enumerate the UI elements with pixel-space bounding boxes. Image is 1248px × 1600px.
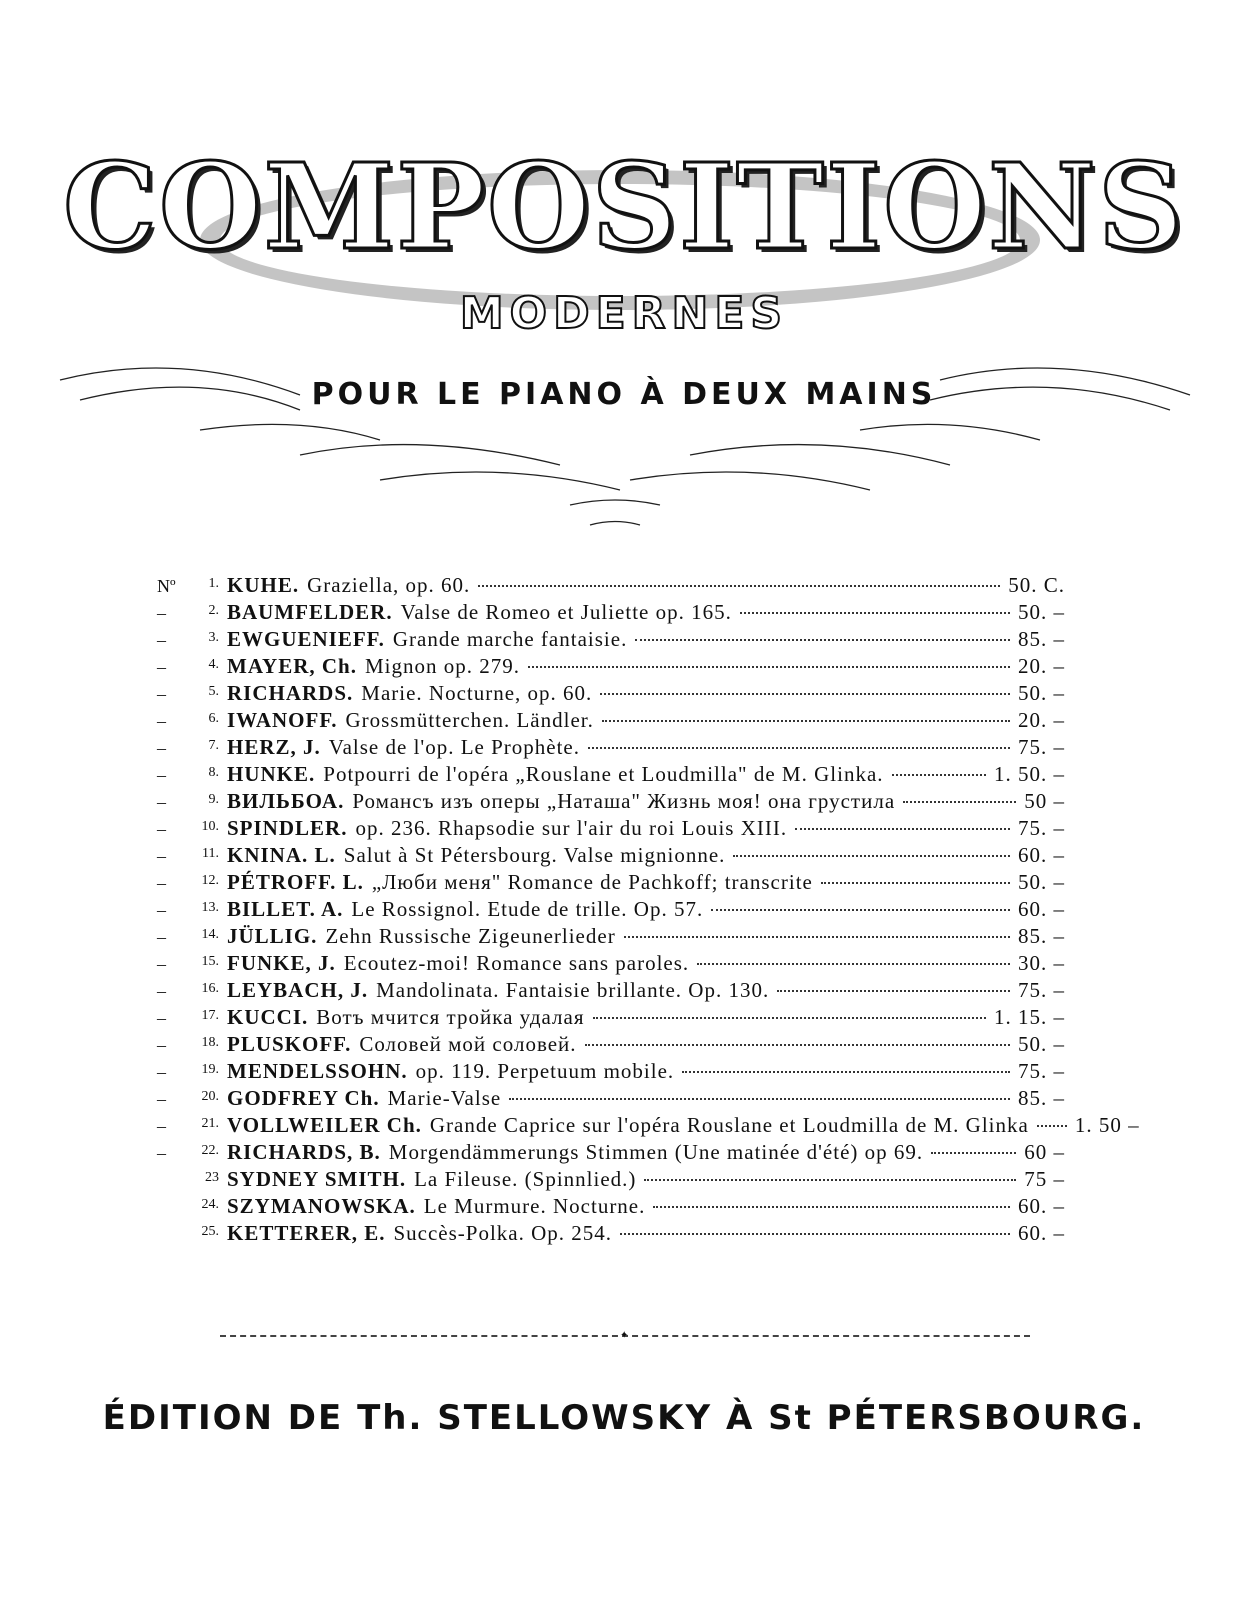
entry-composer: LEYBACH, J. [227,978,369,1002]
entry-composer: BAUMFELDER. [227,600,393,624]
leader-dots [795,828,1010,830]
entry-price: 50. C. [1008,573,1065,597]
entry-index: 23 [205,1170,219,1185]
entry-number [157,1062,227,1083]
leader-dots [644,1179,1016,1181]
entry-title: Grande Caprice sur l'opéra Rouslane et Loudmilla de M. Glinka [429,1113,1029,1137]
entry-index: 13. [201,900,219,915]
entry-number [157,1170,227,1186]
entry-prefix: – [157,711,166,731]
catalogue-row [157,816,1065,843]
catalogue-row [157,978,1065,1005]
entry-index: 25. [201,1224,219,1239]
entry-composer: KNINA. L. [227,843,336,867]
leader-dots [528,666,1010,668]
leader-dots [697,963,1010,965]
entry-number [157,738,227,759]
catalogue-row [157,654,1065,681]
catalogue-row [157,735,1065,762]
entry-index: 5. [208,684,219,699]
entry-price: 75. – [1018,978,1065,1002]
subtitle: MODERNES [459,288,789,339]
entry-prefix: Nº [157,576,176,596]
entry-title: Morgendämmerungs Stimmen (Une matinée d'été) op 69. [388,1140,924,1164]
catalogue-row [157,1221,1065,1248]
leader-dots [733,855,1010,857]
entry-title: Соловей мой соловей. [359,1032,577,1056]
entry-number [157,846,227,867]
tagline: POUR LE PIANO À DEUX MAINS [311,377,937,412]
catalogue-row [157,1032,1065,1059]
entry-prefix: – [157,1143,166,1163]
publisher-line: ÉDITION DE Th. STELLOWSKY À St PÉTERSBOURG. [102,1398,1146,1438]
leader-dots [1037,1125,1067,1127]
entry-title: Potpourri de l'opéra „Rouslane et Loudmilla" de M. Glinka. [323,762,884,786]
catalogue-row [157,924,1065,951]
leader-dots [588,747,1010,749]
entry-composer: EWGUENIEFF. [227,627,385,651]
entry-number [157,1224,227,1240]
entry-number [157,927,227,948]
entry-prefix: – [157,927,166,947]
entry-price: 75. – [1018,1059,1065,1083]
entry-number [157,900,227,921]
entry-index: 14. [201,927,219,942]
entry-price: 1. 50. – [994,762,1065,786]
entry-title: „Люби меня" Romance de Pachkoff; transcrite [371,870,813,894]
entry-number [157,981,227,1002]
leader-dots [740,612,1010,614]
entry-title: Le Murmure. Nocturne. [423,1194,646,1218]
entry-number [157,711,227,732]
catalogue-row [157,1167,1065,1194]
catalogue-row [157,627,1065,654]
entry-index: 7. [208,738,219,753]
entry-title: Ecoutez-moi! Romance sans paroles. [343,951,690,975]
entry-title: Grande marche fantaisie. [392,627,628,651]
entry-prefix: – [157,819,166,839]
leader-dots [600,693,1010,695]
entry-index: 9. [208,792,219,807]
entry-title: Valse de l'op. Le Prophète. [328,735,580,759]
entry-prefix: – [157,1035,166,1055]
entry-number [157,1089,227,1110]
catalogue-row [157,897,1065,924]
entry-price: 75 – [1024,1167,1065,1191]
leader-dots [620,1233,1010,1235]
catalogue-row [157,1113,1140,1140]
entry-title: Le Rossignol. Etude de trille. Op. 57. [351,897,704,921]
entry-composer: HUNKE. [227,762,316,786]
entry-composer: IWANOFF. [227,708,338,732]
entry-composer: RICHARDS. [227,681,354,705]
catalogue-row [157,681,1065,708]
entry-composer: BILLET. A. [227,897,344,921]
entry-price: 85. – [1018,924,1065,948]
entry-title: op. 236. Rhapsodie sur l'air du roi Louis XIII. [355,816,788,840]
entry-composer: MENDELSSOHN. [227,1059,408,1083]
entry-price: 60. – [1018,1221,1065,1245]
entry-title: Marie-Valse [387,1086,502,1110]
entry-price: 1. 15. – [994,1005,1065,1029]
entry-index: 2. [208,603,219,618]
title-ornament [0,0,1248,570]
entry-prefix: – [157,954,166,974]
leader-dots [821,882,1010,884]
entry-composer: MAYER, Ch. [227,654,357,678]
entry-price: 20. – [1018,654,1065,678]
entry-index: 8. [208,765,219,780]
entry-title: Mandolinata. Fantaisie brillante. Op. 130. [376,978,770,1002]
leader-dots [478,585,1000,587]
entry-composer: SPINDLER. [227,816,348,840]
catalogue-row [157,600,1065,627]
entry-number [157,819,227,840]
entry-number [157,1143,227,1164]
entry-price: 50. – [1018,600,1065,624]
entry-index: 12. [201,873,219,888]
entry-prefix: – [157,684,166,704]
entry-composer: SYDNEY SMITH. [227,1167,407,1191]
entry-prefix: – [157,873,166,893]
entry-price: 1. 50 – [1074,1113,1140,1137]
catalogue-row [157,789,1065,816]
leader-dots [653,1206,1010,1208]
leader-dots [777,990,1010,992]
entry-price: 60 – [1024,1140,1065,1164]
entry-price: 85. – [1018,1086,1065,1110]
entry-prefix: – [157,846,166,866]
entry-title: Zehn Russische Zigeunerlieder [325,924,616,948]
entry-number [157,954,227,975]
entry-number [157,792,227,813]
leader-dots [903,801,1016,803]
entry-index: 22. [201,1143,219,1158]
entry-prefix: – [157,900,166,920]
leader-dots [602,720,1010,722]
leader-dots [711,909,1010,911]
entry-number [157,657,227,678]
entry-title: Grossmütterchen. Ländler. [345,708,594,732]
entry-composer: PÉTROFF. L. [227,870,364,894]
entry-price: 20. – [1018,708,1065,732]
leader-dots [593,1017,987,1019]
entry-index: 15. [201,954,219,969]
catalogue-row [157,762,1065,789]
entry-price: 50. – [1018,681,1065,705]
catalogue-list [157,573,1140,1248]
catalogue-row [157,1140,1065,1167]
leader-dots [892,774,986,776]
catalogue-row [157,1194,1065,1221]
entry-index: 16. [201,981,219,996]
entry-number [157,603,227,624]
entry-composer: KUHE. [227,573,300,597]
entry-prefix: – [157,1008,166,1028]
entry-index: 24. [201,1197,219,1212]
entry-index: 3. [208,630,219,645]
entry-index: 1. [208,576,219,591]
entry-composer: HERZ, J. [227,735,321,759]
entry-prefix: – [157,1062,166,1082]
catalogue-row [157,1086,1065,1113]
entry-composer: ВИЛЬБОА. [227,789,345,813]
entry-index: 4. [208,657,219,672]
entry-prefix: – [157,1116,166,1136]
entry-composer: GODFREY Ch. [227,1086,380,1110]
leader-dots [509,1098,1010,1100]
entry-prefix: – [157,630,166,650]
entry-price: 50 – [1024,789,1065,813]
entry-index: 20. [201,1089,219,1104]
entry-composer: KETTERER, E. [227,1221,386,1245]
entry-composer: JÜLLIG. [227,924,318,948]
entry-number [157,1197,227,1213]
entry-price: 50. – [1018,1032,1065,1056]
divider-mark: ✦ [620,1330,629,1341]
entry-number [157,873,227,894]
leader-dots [585,1044,1010,1046]
entry-composer: VOLLWEILER Ch. [227,1113,422,1137]
entry-composer: KUCCI. [227,1005,309,1029]
catalogue-row [157,951,1065,978]
leader-dots [682,1071,1010,1073]
entry-composer: RICHARDS, B. [227,1140,381,1164]
entry-price: 60. – [1018,1194,1065,1218]
entry-title: Романсъ изъ оперы „Наташа" Жизнь моя! она грустила [352,789,896,813]
entry-price: 60. – [1018,843,1065,867]
catalogue-row [157,1059,1065,1086]
entry-composer: SZYMANOWSKA. [227,1194,416,1218]
entry-index: 11. [202,846,219,861]
entry-price: 75. – [1018,816,1065,840]
entry-prefix: – [157,657,166,677]
entry-prefix: – [157,603,166,623]
entry-price: 85. – [1018,627,1065,651]
entry-number [157,1116,227,1137]
entry-number [157,576,227,597]
entry-price: 60. – [1018,897,1065,921]
entry-index: 21. [201,1116,219,1131]
entry-number [157,765,227,786]
entry-title: Valse de Romeo et Juliette op. 165. [400,600,732,624]
leader-dots [624,936,1010,938]
entry-title: op. 119. Perpetuum mobile. [415,1059,675,1083]
entry-title: Marie. Nocturne, op. 60. [361,681,593,705]
entry-index: 18. [201,1035,219,1050]
entry-number [157,684,227,705]
main-title: COMPOSITIONS [62,137,1186,276]
entry-index: 6. [208,711,219,726]
entry-composer: PLUSKOFF. [227,1032,352,1056]
catalogue-row [157,1005,1065,1032]
catalogue-row [157,573,1065,600]
entry-price: 50. – [1018,870,1065,894]
catalogue-row [157,843,1065,870]
entry-number [157,1008,227,1029]
entry-number [157,1035,227,1056]
entry-composer: FUNKE, J. [227,951,336,975]
entry-prefix: – [157,792,166,812]
entry-prefix: – [157,765,166,785]
entry-index: 17. [201,1008,219,1023]
entry-title: La Fileuse. (Spinnlied.) [414,1167,637,1191]
entry-number [157,630,227,651]
entry-title: Вотъ мчится тройка удалая [316,1005,585,1029]
entry-prefix: – [157,738,166,758]
catalogue-row [157,870,1065,897]
entry-prefix: – [157,981,166,1001]
entry-prefix: – [157,1089,166,1109]
entry-price: 30. – [1018,951,1065,975]
entry-index: 19. [201,1062,219,1077]
entry-price: 75. – [1018,735,1065,759]
leader-dots [635,639,1010,641]
entry-index: 10. [201,819,219,834]
leader-dots [931,1152,1016,1154]
entry-title: Graziella, op. 60. [307,573,471,597]
catalogue-row [157,708,1065,735]
entry-title: Succès-Polka. Op. 254. [393,1221,613,1245]
entry-title: Salut à St Pétersbourg. Valse mignionne. [343,843,726,867]
entry-title: Mignon op. 279. [365,654,521,678]
